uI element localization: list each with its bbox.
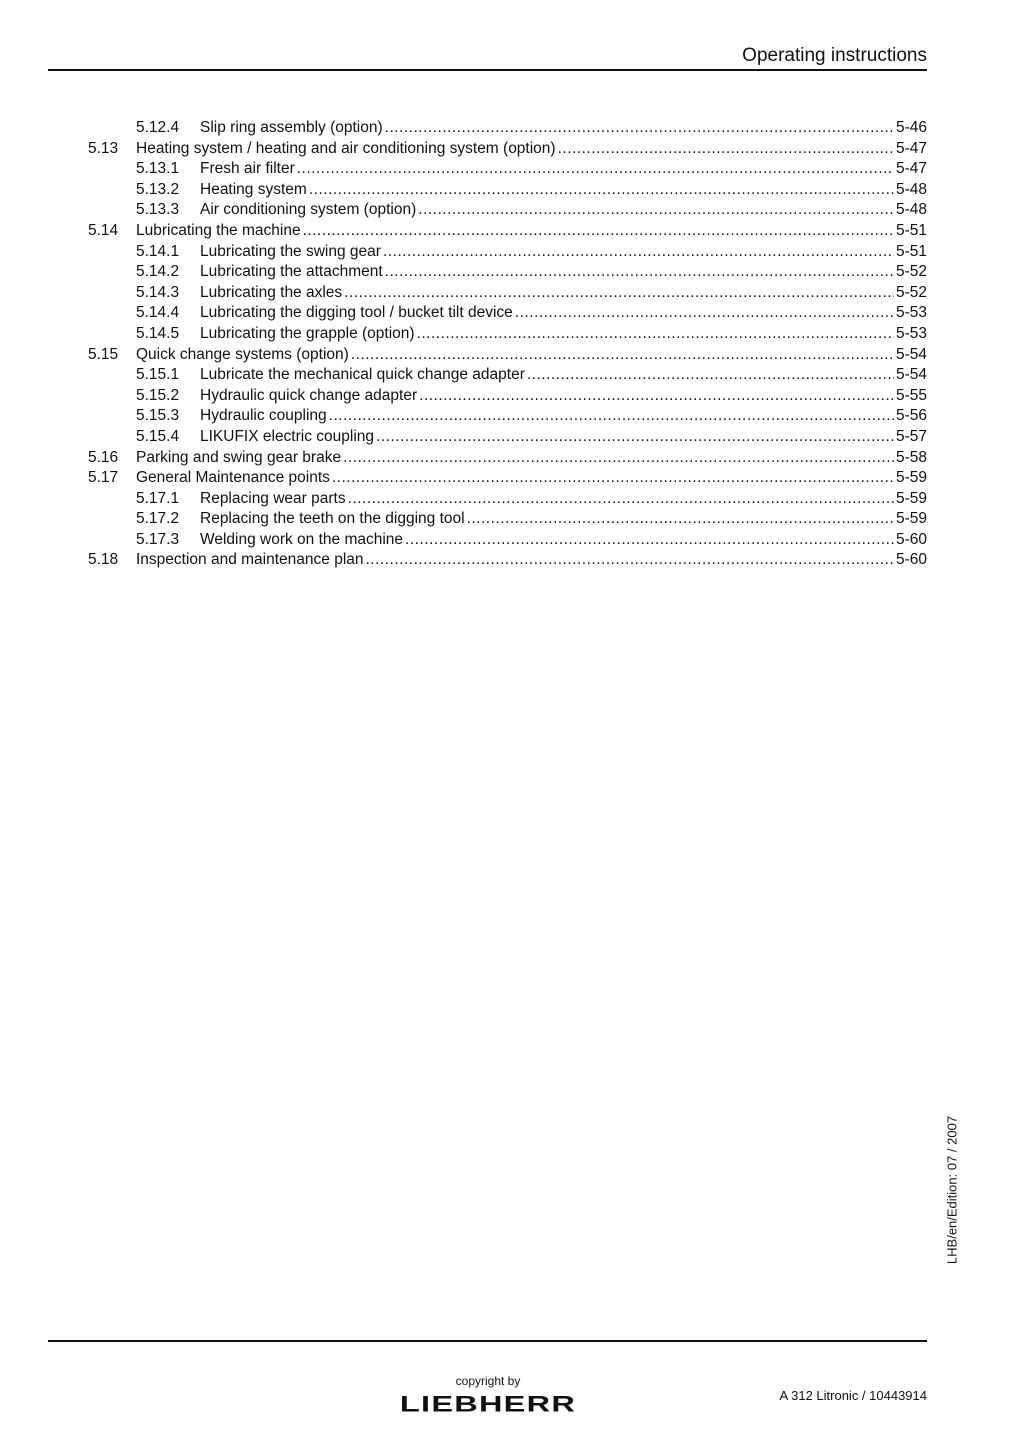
toc-entry[interactable]: [88, 427, 927, 448]
table-of-contents: [88, 118, 927, 571]
toc-entry-title: General Maintenance points: [136, 469, 330, 487]
toc-entry-title: Fresh air filter: [200, 160, 295, 178]
toc-entry-title: Hydraulic coupling: [200, 407, 327, 425]
toc-entry-title: Lubricate the mechanical quick change adapter: [200, 366, 525, 384]
toc-entry-page: 5-60: [895, 551, 927, 569]
toc-entry-line: [136, 550, 927, 571]
toc-entry[interactable]: [88, 242, 927, 263]
toc-dot-leader: [527, 365, 894, 386]
toc-entry-number: 5.15.4: [136, 427, 180, 445]
toc-entry-number: 5.14.5: [136, 324, 180, 342]
toc-entry-number: 5.17.2: [136, 510, 180, 528]
toc-entry-number: 5.18: [88, 551, 119, 569]
toc-entry-line: [200, 406, 927, 427]
toc-entry[interactable]: [88, 530, 927, 551]
toc-entry[interactable]: [88, 509, 927, 530]
toc-dot-leader: [417, 324, 894, 345]
toc-entry-title: Air conditioning system (option): [200, 201, 417, 219]
toc-entry-page: 5-51: [895, 242, 927, 260]
liebherr-logo: [399, 1391, 577, 1417]
toc-dot-leader: [303, 221, 894, 242]
toc-entry-line: [200, 118, 927, 139]
edition-note: LHB/en/Edition: 07 / 2007: [944, 1115, 960, 1265]
toc-entry[interactable]: [88, 180, 927, 201]
toc-entry-line: [200, 200, 927, 221]
toc-entry[interactable]: [88, 550, 927, 571]
toc-entry-title: Lubricating the axles: [200, 283, 343, 301]
footer-divider: [48, 1340, 927, 1342]
toc-entry-line: [200, 489, 927, 510]
toc-entry-number: 5.14.3: [136, 283, 180, 301]
toc-entry[interactable]: [88, 139, 927, 160]
toc-entry-number: 5.15.2: [136, 386, 180, 404]
toc-entry-number: 5.13.2: [136, 180, 180, 198]
toc-entry-number: 5.13.3: [136, 201, 180, 219]
toc-entry-number: 5.17.3: [136, 530, 180, 548]
toc-dot-leader: [332, 468, 894, 489]
toc-entry-number: 5.14.4: [136, 304, 180, 322]
page-header-title: Operating instructions: [742, 45, 927, 66]
toc-entry-page: 5-59: [895, 469, 927, 487]
toc-dot-leader: [467, 509, 894, 530]
toc-dot-leader: [348, 489, 894, 510]
toc-entry-title: Hydraulic quick change adapter: [200, 386, 418, 404]
toc-entry[interactable]: [88, 283, 927, 304]
toc-entry[interactable]: [88, 324, 927, 345]
toc-entry-title: Lubricating the swing gear: [200, 242, 381, 260]
toc-entry-page: 5-47: [895, 139, 927, 157]
toc-entry[interactable]: [88, 406, 927, 427]
toc-entry-page: 5-57: [895, 427, 927, 445]
toc-entry-line: [200, 180, 927, 201]
toc-entry-title: Quick change systems (option): [136, 345, 349, 363]
toc-entry-number: 5.13: [88, 139, 119, 157]
toc-dot-leader: [376, 427, 894, 448]
toc-entry[interactable]: [88, 448, 927, 469]
toc-dot-leader: [405, 530, 894, 551]
toc-entry-page: 5-52: [895, 283, 927, 301]
toc-entry-title: Replacing wear parts: [200, 489, 346, 507]
toc-entry-title: Heating system: [200, 180, 307, 198]
toc-entry-title: Lubricating the machine: [136, 221, 301, 239]
toc-entry-page: 5-59: [895, 510, 927, 528]
toc-entry-line: [200, 242, 927, 263]
logo-text: LIEBHERR: [399, 1391, 577, 1417]
toc-entry-line: [200, 283, 927, 304]
toc-entry-line: [200, 324, 927, 345]
toc-entry-number: 5.13.1: [136, 160, 180, 178]
toc-entry-page: 5-56: [895, 407, 927, 425]
toc-dot-leader: [297, 159, 894, 180]
toc-entry-line: [200, 427, 927, 448]
toc-entry-number: 5.12.4: [136, 119, 180, 136]
toc-entry[interactable]: [88, 468, 927, 489]
toc-entry[interactable]: [88, 303, 927, 324]
toc-entry-number: 5.14.2: [136, 263, 180, 281]
toc-entry-page: 5-52: [895, 263, 927, 281]
toc-dot-leader: [385, 262, 894, 283]
toc-dot-leader: [351, 345, 894, 366]
toc-entry-title: LIKUFIX electric coupling: [200, 427, 375, 445]
toc-entry-line: [200, 509, 927, 530]
toc-entry-line: [136, 468, 927, 489]
toc-entry[interactable]: [88, 159, 927, 180]
toc-dot-leader: [366, 550, 894, 571]
toc-entry[interactable]: [88, 262, 927, 283]
toc-entry-title: Lubricating the attachment: [200, 263, 383, 281]
toc-entry-number: 5.15: [88, 345, 119, 363]
toc-dot-leader: [558, 139, 894, 160]
toc-entry-page: 5-54: [895, 345, 927, 363]
toc-entry-line: [200, 365, 927, 386]
toc-entry-line: [200, 159, 927, 180]
toc-entry-page: 5-48: [895, 180, 927, 198]
toc-entry-title: Lubricating the digging tool / bucket tilt device: [200, 304, 513, 322]
toc-entry-title: Inspection and maintenance plan: [136, 551, 364, 569]
toc-dot-leader: [418, 200, 894, 221]
toc-entry-number: 5.15.1: [136, 366, 180, 384]
toc-entry[interactable]: [88, 118, 927, 139]
toc-entry-number: 5.17: [88, 469, 119, 487]
toc-dot-leader: [329, 406, 894, 427]
toc-entry[interactable]: [88, 221, 927, 242]
toc-entry-page: 5-54: [895, 366, 927, 384]
toc-entry-title: Welding work on the machine: [200, 530, 404, 548]
toc-entry-page: 5-46: [895, 119, 927, 136]
toc-entry-title: Parking and swing gear brake: [136, 448, 342, 466]
toc-entry-title: Lubricating the grapple (option): [200, 324, 415, 342]
toc-entry-line: [136, 139, 927, 160]
toc-dot-leader: [343, 448, 894, 469]
toc-entry-page: 5-51: [895, 221, 927, 239]
toc-entry-title: Slip ring assembly (option): [200, 119, 383, 136]
toc-dot-leader: [419, 386, 894, 407]
toc-entry-line: [200, 303, 927, 324]
toc-dot-leader: [383, 242, 894, 263]
toc-entry-number: 5.14.1: [136, 242, 180, 260]
toc-entry-line: [200, 386, 927, 407]
toc-entry-title: Replacing the teeth on the digging tool: [200, 510, 465, 528]
toc-entry-line: [200, 530, 927, 551]
toc-entry-number: 5.14: [88, 221, 119, 239]
toc-dot-leader: [515, 303, 894, 324]
toc-entry-page: 5-47: [895, 160, 927, 178]
toc-entry-line: [200, 262, 927, 283]
document-id: A 312 Litronic / 10443914: [779, 1388, 927, 1403]
toc-entry-line: [136, 221, 927, 242]
toc-entry-page: 5-53: [895, 324, 927, 342]
toc-entry-page: 5-48: [895, 201, 927, 219]
toc-entry[interactable]: [88, 345, 927, 366]
toc-entry[interactable]: [88, 386, 927, 407]
toc-entry-page: 5-55: [895, 386, 927, 404]
toc-entry-line: [136, 345, 927, 366]
toc-entry[interactable]: [88, 489, 927, 510]
toc-entry-number: 5.16: [88, 448, 119, 466]
toc-entry-number: 5.17.1: [136, 489, 180, 507]
toc-dot-leader: [385, 118, 894, 139]
toc-entry[interactable]: [88, 200, 927, 221]
toc-entry-page: 5-58: [895, 448, 927, 466]
toc-entry-page: 5-53: [895, 304, 927, 322]
toc-entry-number: 5.15.3: [136, 407, 180, 425]
toc-entry[interactable]: [88, 365, 927, 386]
header-divider: [48, 69, 927, 71]
toc-entry-title: Heating system / heating and air conditioning system (option): [136, 139, 556, 157]
toc-entry-page: 5-59: [895, 489, 927, 507]
copyright-label: copyright by: [455, 1374, 521, 1388]
toc-entry-line: [136, 448, 927, 469]
toc-dot-leader: [344, 283, 894, 304]
toc-entry-page: 5-60: [895, 530, 927, 548]
toc-dot-leader: [309, 180, 894, 201]
